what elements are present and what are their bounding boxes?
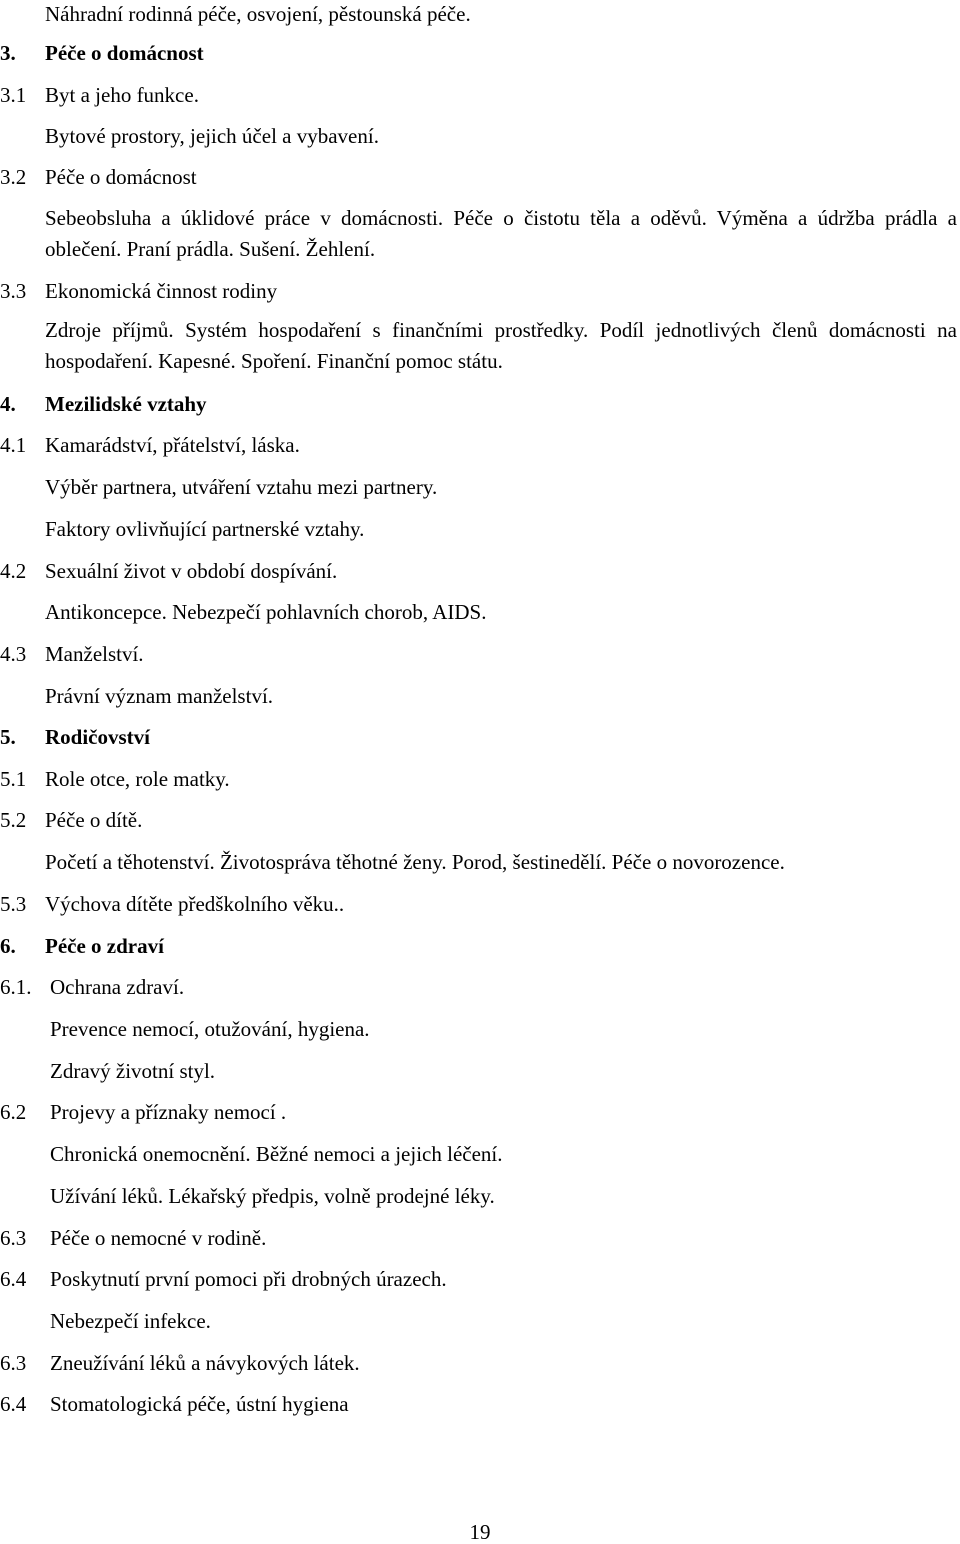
subsection-number: 6.3 [0,1226,27,1250]
line-text: Bytové prostory, jejich účel a vybavení. [45,124,379,148]
subsection-number: 3.1 [0,83,27,107]
subsection-number: 3.2 [0,165,27,189]
subsection-number: 4.1 [0,433,27,457]
paragraph: Zdroje příjmů. Systém hospodaření s finančními prostředky. Podíl jednotlivých členů domácnosti na hospodaření. Kapesné. Spoření. Finanční pomoc státu. [45,318,957,373]
section-title: Péče o zdraví [45,934,164,958]
section-title: Mezilidské vztahy [45,392,207,416]
subsection-title: Manželství. [45,642,144,666]
section-title: Péče o domácnost [45,41,204,65]
section-number: 5. [0,725,16,749]
subsection-title: Role otce, role matky. [45,767,230,791]
line-text: Užívání léků. Lékařský předpis, volně prodejné léky. [50,1184,495,1208]
section-number: 4. [0,392,16,416]
subsection-title: Ekonomická činnost rodiny [45,279,278,303]
subsection-title: Výchova dítěte předškolního věku.. [45,892,345,916]
subsection-number: 6.4 [0,1267,27,1291]
subsection-title: Ochrana zdraví. [50,975,185,999]
section-title: Rodičovství [45,725,150,749]
section-number: 3. [0,41,16,65]
line-text: Prevence nemocí, otužování, hygiena. [50,1017,370,1041]
subsection-number: 4.3 [0,642,27,666]
subsection-title: Zneužívání léků a návykových látek. [50,1351,360,1375]
subsection-title: Péče o domácnost [45,165,197,189]
line-text: Nebezpečí infekce. [50,1309,211,1333]
subsection-number: 5.3 [0,892,27,916]
subsection-number: 6.2 [0,1100,27,1124]
subsection-title: Byt a jeho funkce. [45,83,199,107]
line-text: Náhradní rodinná péče, osvojení, pěstounská péče. [45,2,471,26]
subsection-number: 4.2 [0,559,27,583]
paragraph: Sebeobsluha a úklidové práce v domácnosti. Péče o čistotu těla a oděvů. Výměna a údržba prádla a oblečení. Praní prádla. Sušení. Žehlení. [45,206,957,261]
subsection-title: Stomatologická péče, ústní hygiena [50,1392,349,1416]
line-text: Početí a těhotenství. Životospráva těhotné ženy. Porod, šestinedělí. Péče o novorozence. [45,850,785,874]
line-text: Zdravý životní styl. [50,1059,216,1083]
subsection-number: 5.1 [0,767,27,791]
subsection-number: 6.3 [0,1351,27,1375]
subsection-title: Poskytnutí první pomoci při drobných úrazech. [50,1267,447,1291]
subsection-title: Sexuální život v období dospívání. [45,559,338,583]
subsection-title: Kamarádství, přátelství, láska. [45,433,300,457]
line-text: Chronická onemocnění. Běžné nemoci a jejich léčení. [50,1142,503,1166]
page-number: 19 [469,1520,491,1544]
subsection-title: Péče o nemocné v rodině. [50,1226,267,1250]
line-text: Výběr partnera, utváření vztahu mezi partnery. [45,475,438,499]
line-text: Faktory ovlivňující partnerské vztahy. [45,517,365,541]
section-number: 6. [0,934,16,958]
line-text: Právní význam manželství. [45,684,274,708]
subsection-number: 5.2 [0,808,27,832]
subsection-number: 6.1. [0,975,32,999]
subsection-title: Péče o dítě. [45,808,143,832]
subsection-title: Projevy a příznaky nemocí . [50,1100,287,1124]
line-text: Antikoncepce. Nebezpečí pohlavních chorob, AIDS. [45,600,487,624]
subsection-number: 3.3 [0,279,27,303]
subsection-number: 6.4 [0,1392,27,1416]
